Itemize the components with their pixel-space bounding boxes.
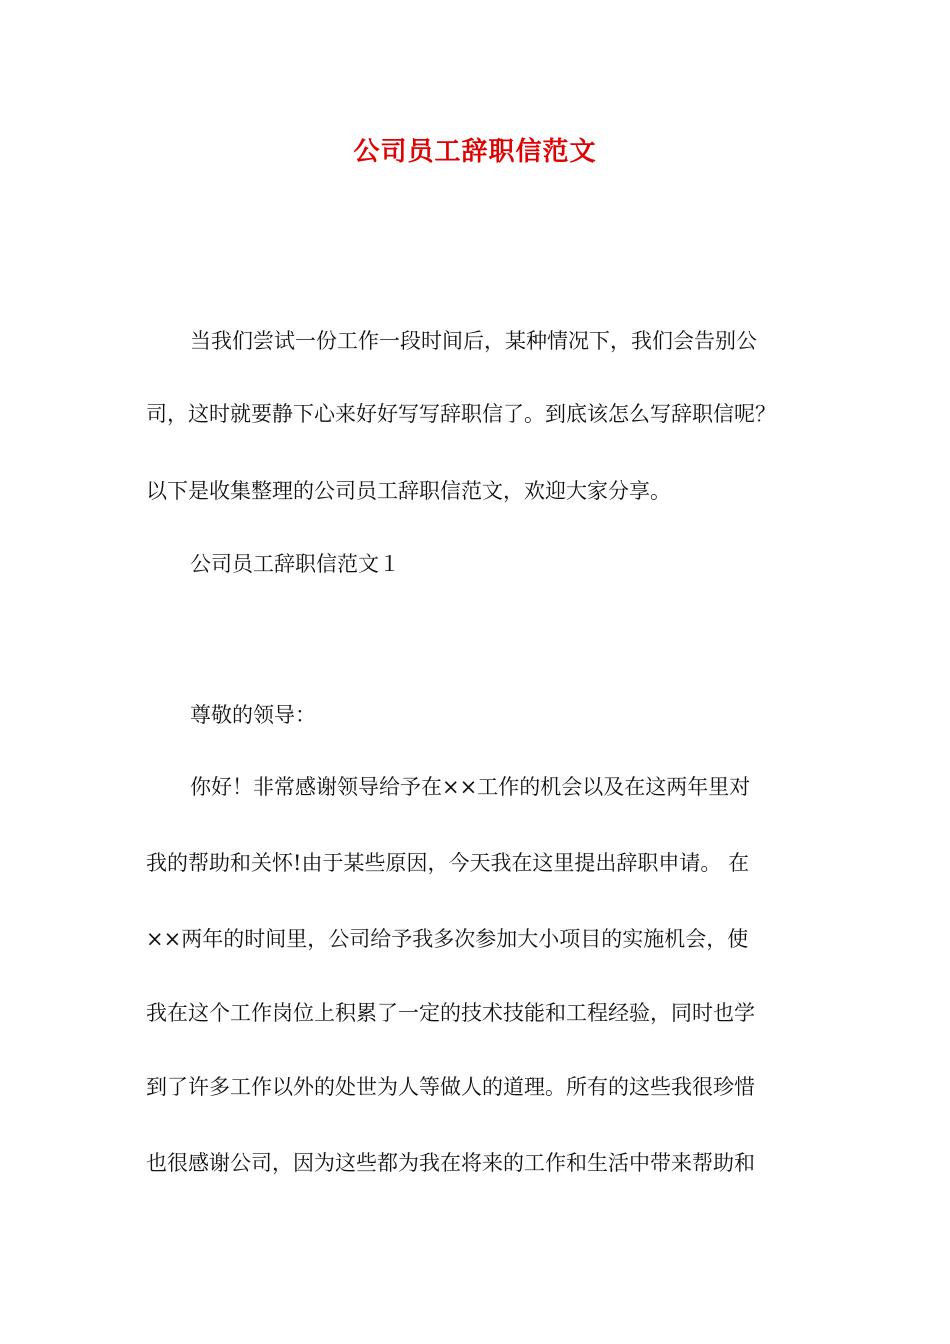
paragraph-line: 也很感谢公司，因为这些都为我在将来的工作和生活中带来帮助和 [146,1151,755,1175]
document-title: 公司员工辞职信范文 [353,137,597,167]
paragraph-line: ××两年的时间里，公司给予我多次参加大小项目的实施机会，使 [146,927,749,951]
paragraph-line: 我在这个工作岗位上积累了一定的技术技能和工程经验，同时也学 [146,1001,755,1025]
paragraph-line: 当我们尝试一份工作一段时间后，某种情况下，我们会告别公 [190,329,757,353]
salutation: 尊敬的领导： [190,703,316,727]
paragraph-line: 以下是收集整理的公司员工辞职信范文，欢迎大家分享。 [146,479,671,503]
paragraph-line: 到了许多工作以外的处世为人等做人的道理。所有的这些我很珍惜 [146,1075,755,1099]
paragraph-line: 我的帮助和关怀!由于某些原因，今天我在这里提出辞职申请。 在 [146,851,750,875]
paragraph-line: 司，这时就要静下心来好好写写辞职信了。到底该怎么写辞职信呢？ [146,402,776,426]
section-heading: 公司员工辞职信范文１ [190,552,400,576]
paragraph-line: 你好！非常感谢领导给予在××工作的机会以及在这两年里对 [190,775,751,799]
